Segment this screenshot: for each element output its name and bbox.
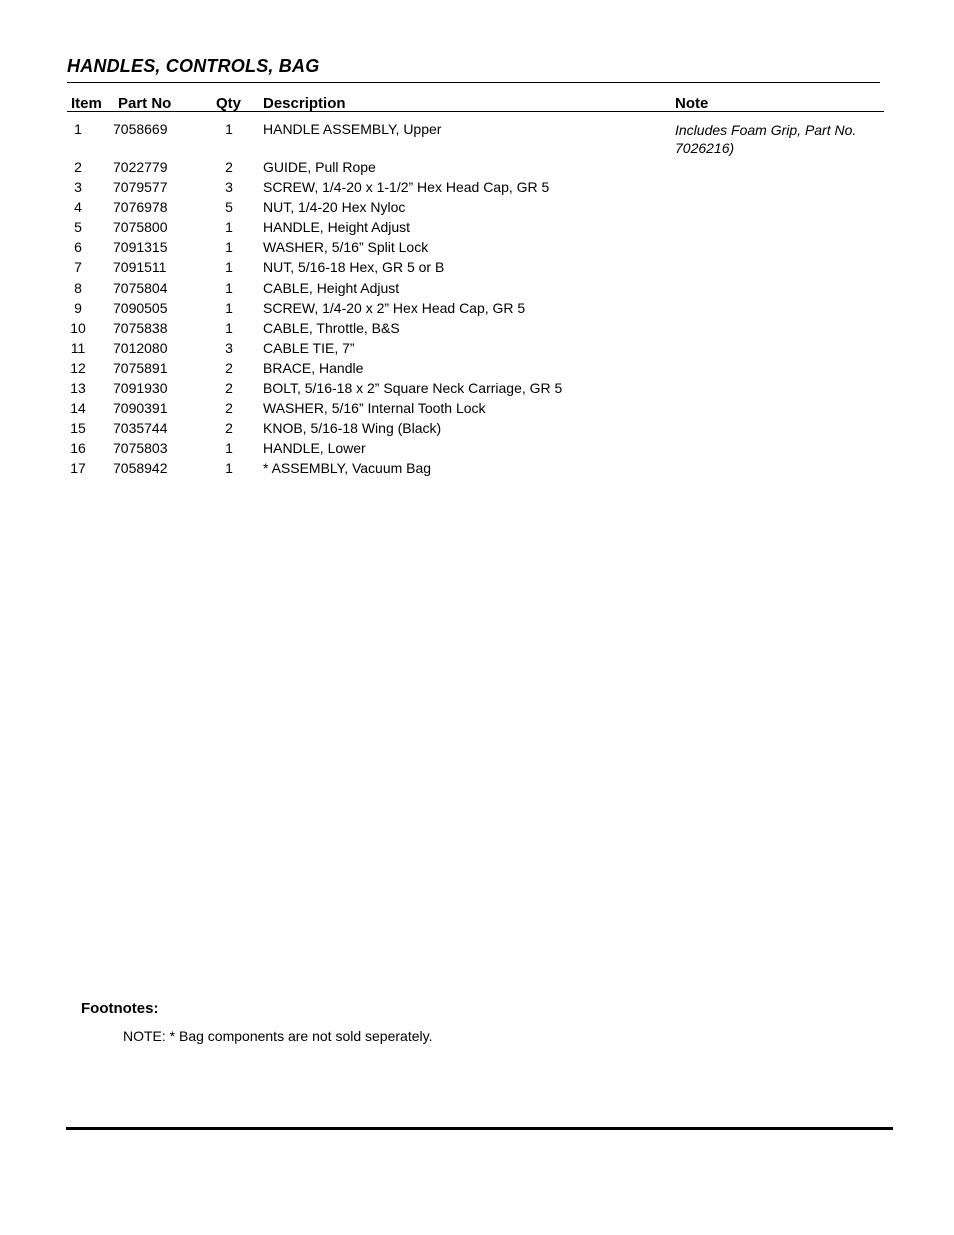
part-number: 7090391 [113,400,168,417]
column-header-description: Description [263,95,346,112]
quantity: 1 [225,440,233,457]
part-number: 7058669 [113,121,168,137]
header-divider [67,111,884,112]
description: HANDLE ASSEMBLY, Upper [263,121,442,137]
item-number: 9 [74,299,82,316]
description: GUIDE, Pull Rope [263,159,376,175]
description: CABLE TIE, 7” [263,339,355,356]
quantity: 1 [225,121,233,137]
part-number: 7058942 [113,460,168,477]
table-row [0,460,954,480]
description: WASHER, 5/16” Split Lock [263,239,429,256]
item-number: 14 [70,400,86,417]
quantity: 1 [225,259,233,276]
item-number: 13 [70,380,86,397]
table-row [0,420,954,440]
item-number: 3 [74,179,82,196]
footnotes-label: Footnotes: [81,1000,159,1017]
quantity: 1 [225,299,233,316]
quantity: 2 [225,159,233,175]
quantity: 1 [225,239,233,256]
quantity: 3 [225,179,233,196]
description: SCREW, 1/4-20 x 2” Hex Head Cap, GR 5 [263,299,526,316]
item-number: 15 [70,420,86,437]
table-row [0,300,954,320]
table-row [0,159,954,179]
table-row [0,179,954,199]
description: * ASSEMBLY, Vacuum Bag [263,460,432,477]
item-number: 7 [74,259,82,276]
part-number: 7091315 [113,239,168,256]
quantity: 2 [225,380,233,397]
item-number: 5 [74,219,82,236]
description: KNOB, 5/16-18 Wing (Black) [263,420,442,437]
item-number: 17 [70,460,86,477]
description: HANDLE, Lower [263,440,366,457]
quantity: 2 [225,359,233,376]
item-number: 2 [74,159,82,175]
description: BRACE, Handle [263,359,364,376]
note: Includes Foam Grip, Part No. 7026216) [675,122,857,156]
item-number: 6 [74,239,82,256]
part-number: 7035744 [113,420,168,437]
quantity: 3 [225,339,233,356]
table-row [0,320,954,340]
footnote-text: NOTE: * Bag components are not sold seperately. [123,1028,433,1044]
table-row [0,199,954,219]
description: BOLT, 5/16-18 x 2” Square Neck Carriage, GR 5 [263,380,563,397]
description: HANDLE, Height Adjust [263,219,411,236]
part-number: 7075803 [113,440,168,457]
table-row [0,259,954,279]
part-number: 7022779 [113,159,168,175]
part-number: 7091930 [113,380,168,397]
item-number: 8 [74,279,82,296]
item-number: 12 [70,359,86,376]
quantity: 1 [225,279,233,296]
description: SCREW, 1/4-20 x 1-1/2” Hex Head Cap, GR 5 [263,179,550,196]
part-number: 7091511 [113,259,167,276]
part-number: 7090505 [113,299,168,316]
quantity: 1 [225,319,233,336]
table-row [0,380,954,400]
table-row [0,239,954,259]
item-number: 10 [70,319,86,336]
description: WASHER, 5/16” Internal Tooth Lock [263,400,486,417]
item-number: 1 [74,121,82,137]
quantity: 5 [225,199,233,216]
description: CABLE, Height Adjust [263,279,400,296]
table-row [0,340,954,360]
table-row [0,219,954,239]
item-number: 16 [70,440,86,457]
title-divider [67,82,880,83]
table-row [0,360,954,380]
part-number: 7075804 [113,279,168,296]
part-number: 7079577 [113,179,168,196]
description: NUT, 1/4-20 Hex Nyloc [263,199,406,216]
part-number: 7075838 [113,319,168,336]
page-title: HANDLES, CONTROLS, BAG [67,56,320,76]
table-row [0,121,954,159]
item-number: 11 [70,339,86,356]
quantity: 2 [225,400,233,417]
bottom-divider [66,1127,893,1130]
quantity: 1 [225,460,233,477]
column-header-item: Item [71,95,102,112]
quantity: 2 [225,420,233,437]
part-number: 7075891 [113,359,168,376]
part-number: 7075800 [113,219,168,236]
column-header-qty: Qty [216,95,242,112]
description: NUT, 5/16-18 Hex, GR 5 or B [263,259,445,276]
table-row [0,440,954,460]
description: CABLE, Throttle, B&S [263,319,400,336]
item-number: 4 [74,199,82,216]
part-number: 7012080 [113,339,168,356]
parts-table [0,121,954,481]
table-row [0,280,954,300]
quantity: 1 [225,219,233,236]
column-header-part-no: Part No [118,95,172,112]
part-number: 7076978 [113,199,168,216]
table-row [0,400,954,420]
column-header-note: Note [675,95,709,112]
